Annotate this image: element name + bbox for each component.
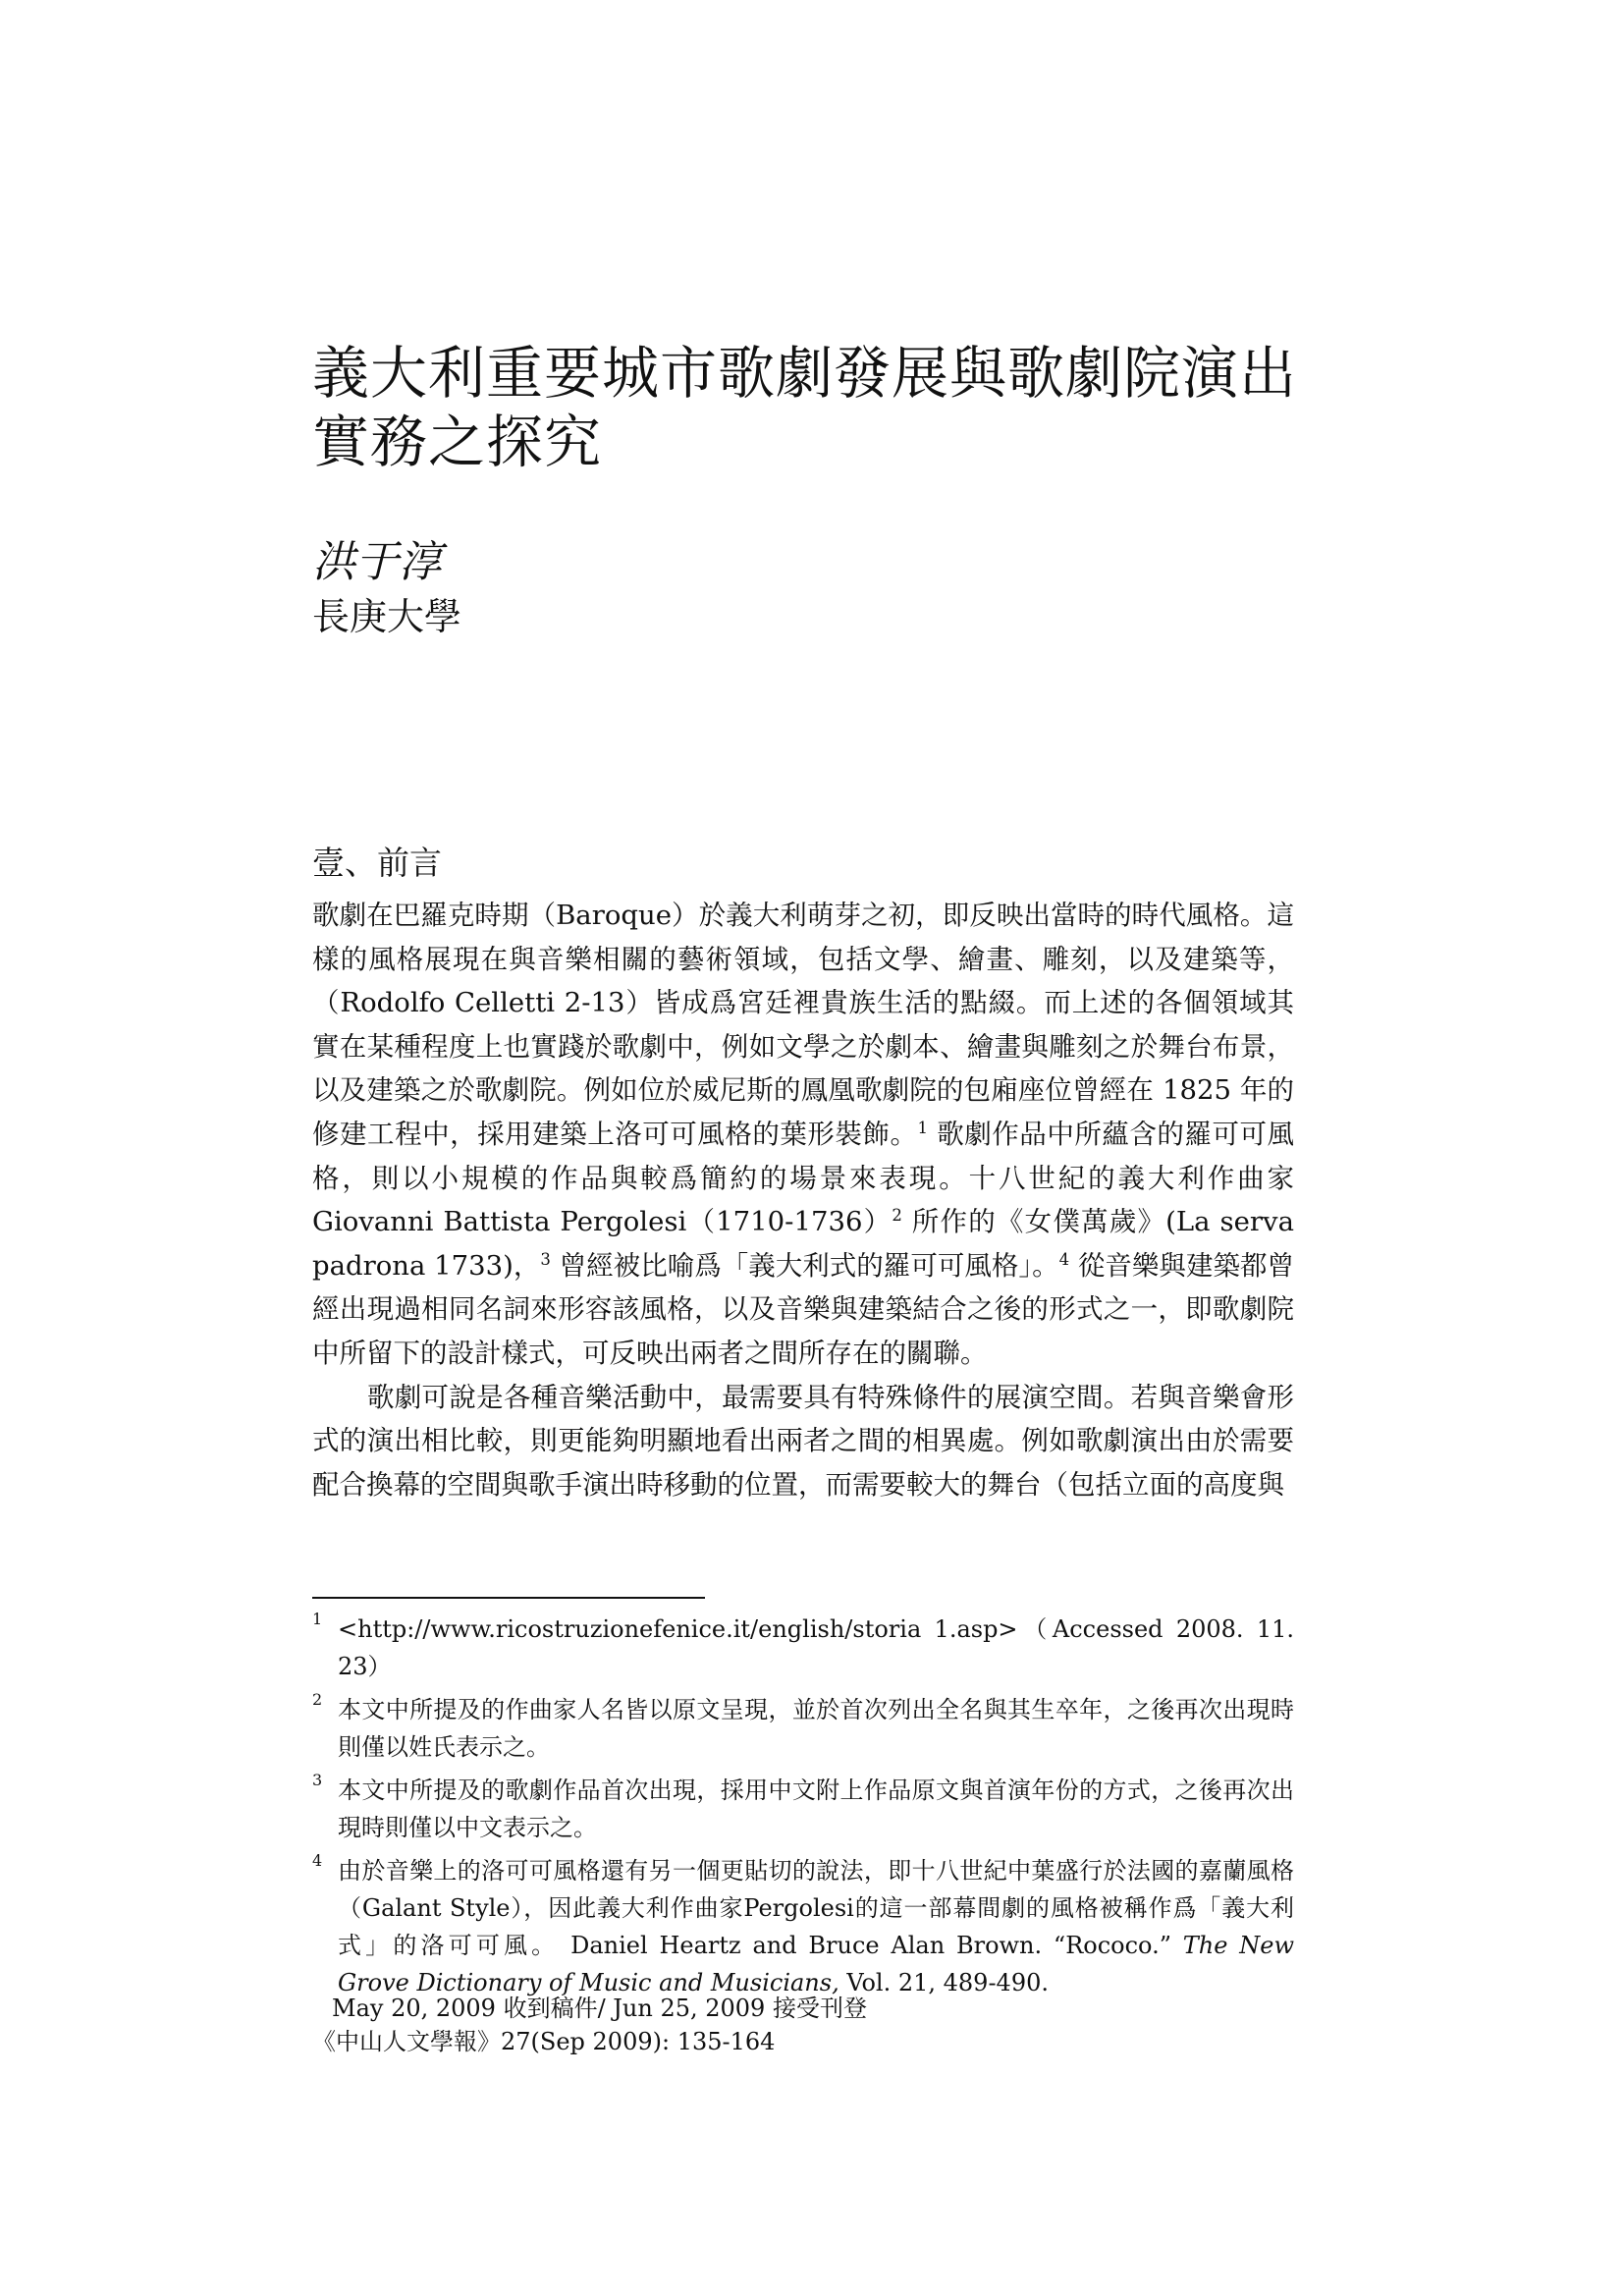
footnote-2 xyxy=(312,1691,1294,1766)
footnote-divider xyxy=(312,1597,705,1599)
footnote-number: 2 xyxy=(312,1690,323,1709)
footnote-3 xyxy=(312,1772,1294,1846)
footnote-text: 由於音樂上的洛可可風格還有另一個更貼切的說法，即十八世紀中葉盛行於法國的嘉蘭風格（Galant Style），因此義大利作曲家Pergolesi的這一部幕間劇的風格被稱作爲「義大利式」的洛可可風。 Daniel Heartz and Bruce Alan Brown. “Rococo.” xyxy=(338,1857,1294,1959)
footnote-number: 1 xyxy=(312,1610,323,1628)
footnote-ref-4[interactable]: 4 xyxy=(1058,1249,1070,1269)
footnotes xyxy=(312,1611,1294,2007)
section-heading: 壹、前言 xyxy=(312,844,442,882)
footnote-text-end: Vol. 21, 489-490. xyxy=(839,1969,1049,1996)
footnote-4 xyxy=(312,1852,1294,2001)
paragraph-2: 歌劇可說是各種音樂活動中，最需要具有特殊條件的展演空間。若與音樂會形式的演出相比較，則更能夠明顯地看出兩者之間的相異處。例如歌劇演出由於需要配合換幕的空間與歌手演出時移動的位置，而需要較大的舞台（包括立面的高度與 xyxy=(312,1381,1294,1501)
received-accepted-dates: May 20, 2009 收到稿件/ Jun 25, 2009 接受刊登 xyxy=(332,1995,867,2022)
footnote-1 xyxy=(312,1611,1294,1685)
journal-footer xyxy=(312,1992,1000,2058)
footnote-text: 本文中所提及的歌劇作品首次出現，採用中文附上作品原文與首演年份的方式，之後再次出現時則僅以中文表示之。 xyxy=(338,1777,1294,1841)
footnote-ref-1[interactable]: 1 xyxy=(917,1118,928,1137)
footnote-ref-2[interactable]: 2 xyxy=(892,1206,902,1225)
footnote-source-title: The New Grove Dictionary of Music and Musicians, xyxy=(338,1932,1294,1996)
paragraph-1: 歌劇在巴羅克時期（Baroque）於義大利萌芽之初，即反映出當時的時代風格。這樣的風格展現在與音樂相關的藝術領域，包括文學、繪畫、雕刻，以及建築等，（Rodolfo Celletti 2-13）皆成爲宮廷裡貴族生活的點綴。而上述的各個領域其實在某種程度上也實踐於歌劇中，例如文學之於劇本、繪畫與雕刻之於舞台布景，以及建築之於歌劇院。例如位於威尼斯的鳳凰歌劇院的包廂座位曾經在 1825 年的修建工程中，採用建築上洛可可風格的葉形裝飾。$^1$ 歌劇作品中所蘊含的羅可可風格，則以小規模的作品與較爲簡約的場景來表現。十八世紀的義大利作曲家Giovanni Battista Pergolesi（1710-1736）$^2$ 所作的《女僕萬歲》(La serva padrona 1733)，$^3$ 曾經被比喻爲「義大利式的羅可可風格」。$^4$ 從音樂與建築都曾經出現過相同名詞來形容該風格，以及音樂與建築結合之後的形式之一，即歌劇院中所留下的設計樣式，可反映出兩者之間所存在的關聯。 xyxy=(312,900,1295,1369)
footnote-ref-3[interactable]: 3 xyxy=(540,1249,551,1269)
author-name: 洪于淳 xyxy=(312,537,442,587)
author-affiliation: 長庚大學 xyxy=(312,595,462,638)
footnote-text: 本文中所提及的作曲家人名皆以原文呈現，並於首次列出全名與其生卒年，之後再次出現時則僅以姓氏表示之。 xyxy=(338,1696,1294,1761)
footnote-text: <http://www.ricostruzionefenice.it/english/storia 1.asp>（Accessed 2008. 11. 23） xyxy=(338,1615,1294,1680)
journal-citation: 《中山人文學報》27(Sep 2009): 135-164 xyxy=(312,2028,776,2055)
body-text xyxy=(312,894,1294,1506)
article-title: 義大利重要城市歌劇發展與歌劇院演出實務之探究 xyxy=(312,340,1298,475)
footnote-number: 3 xyxy=(312,1771,323,1789)
footnote-number: 4 xyxy=(312,1851,323,1870)
